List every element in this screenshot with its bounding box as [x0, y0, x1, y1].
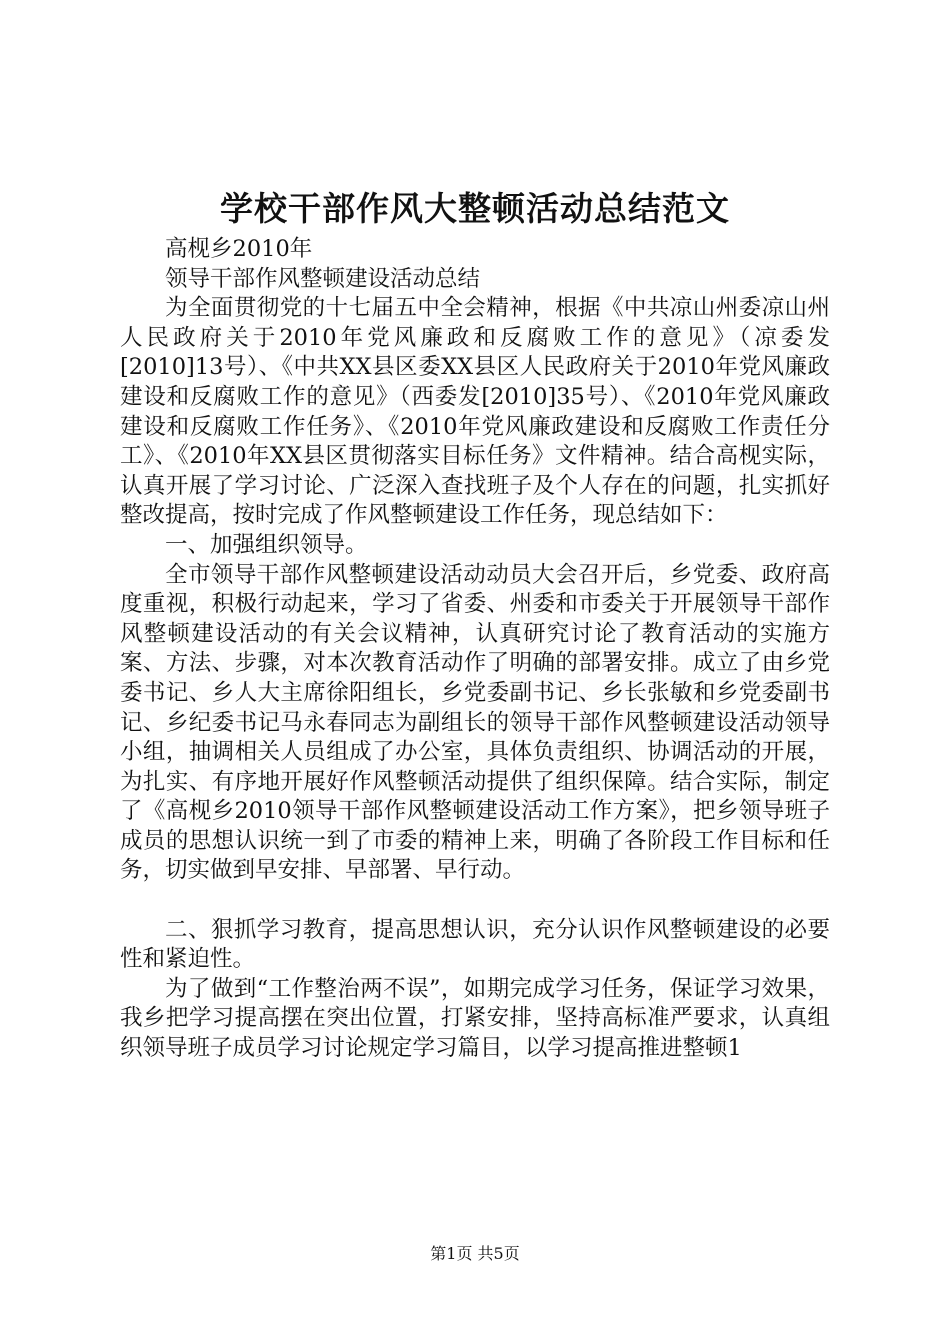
paragraph-organization: 全市领导干部作风整顿建设活动动员大会召开后，乡党委、政府高度重视，积极行动起来，学习了省委、州委和市委关于开展领导干部作风整顿建设活动的有关会议精神，认真研究讨论了教育活动的实施方案、方法、步骤，对本次教育活动作了明确的部署安排。成立了由乡党委书记、乡人大主席徐阳组长，乡党委副书记、乡长张敏和乡党委副书记、乡纪委书记马永春同志为副组长的领导干部作风整顿建设活动领导小组，抽调相关人员组成了办公室，具体负责组织、协调活动的开展，为扎实、有序地开展好作风整顿活动提供了组织保障。结合实际，制定了《高枧乡2010领导干部作风整顿建设活动工作方案》，把乡领导班子成员的思想认识统一到了市委的精神上来，明确了各阶段工作目标和任务，切实做到早安排、早部署、早行动。 [120, 561, 830, 884]
document-title: 学校干部作风大整顿活动总结范文 [220, 189, 730, 228]
document-body [120, 235, 830, 1064]
paragraph-subtitle: 领导干部作风整顿建设活动总结 [165, 265, 481, 292]
paragraph-township-year: 高枧乡2010年 [165, 236, 313, 262]
paragraph-study: 为了做到“工作整治两不误”，如期完成学习任务，保证学习效果，我乡把学习提高摆在突出位置，打紧安排，坚持高标准严要求，认真组织领导班子成员学习讨论规定学习篇目，以学习提高推进整顿1 [120, 975, 830, 1062]
section-heading-1: 一、加强组织领导。 [165, 531, 368, 558]
page-number: 第1页 共5页 [430, 1244, 520, 1263]
section-heading-2: 二、狠抓学习教育，提高思想认识，充分认识作风整顿建设的必要性和紧迫性。 [120, 916, 830, 973]
paragraph-intro: 为全面贯彻党的十七届五中全会精神，根据《中共凉山州委凉山州人民政府关于2010年党风廉政和反腐败工作的意见》（凉委发[2010]13号）、《中共XX县区委XX县区人民政府关于2010年党风廉政建设和反腐败工作的意见》（西委发[2010]35号）、《2010年党风廉政建设和反腐败工作任务》、《2010年党风廉政建设和反腐败工作责任分工》、《2010年XX县区贯彻落实目标任务》文件精神。结合高枧实际，认真开展了学习讨论、广泛深入查找班子及个人存在的问题，扎实抓好整改提高，按时完成了作风整顿建设工作任务，现总结如下： [120, 295, 830, 529]
